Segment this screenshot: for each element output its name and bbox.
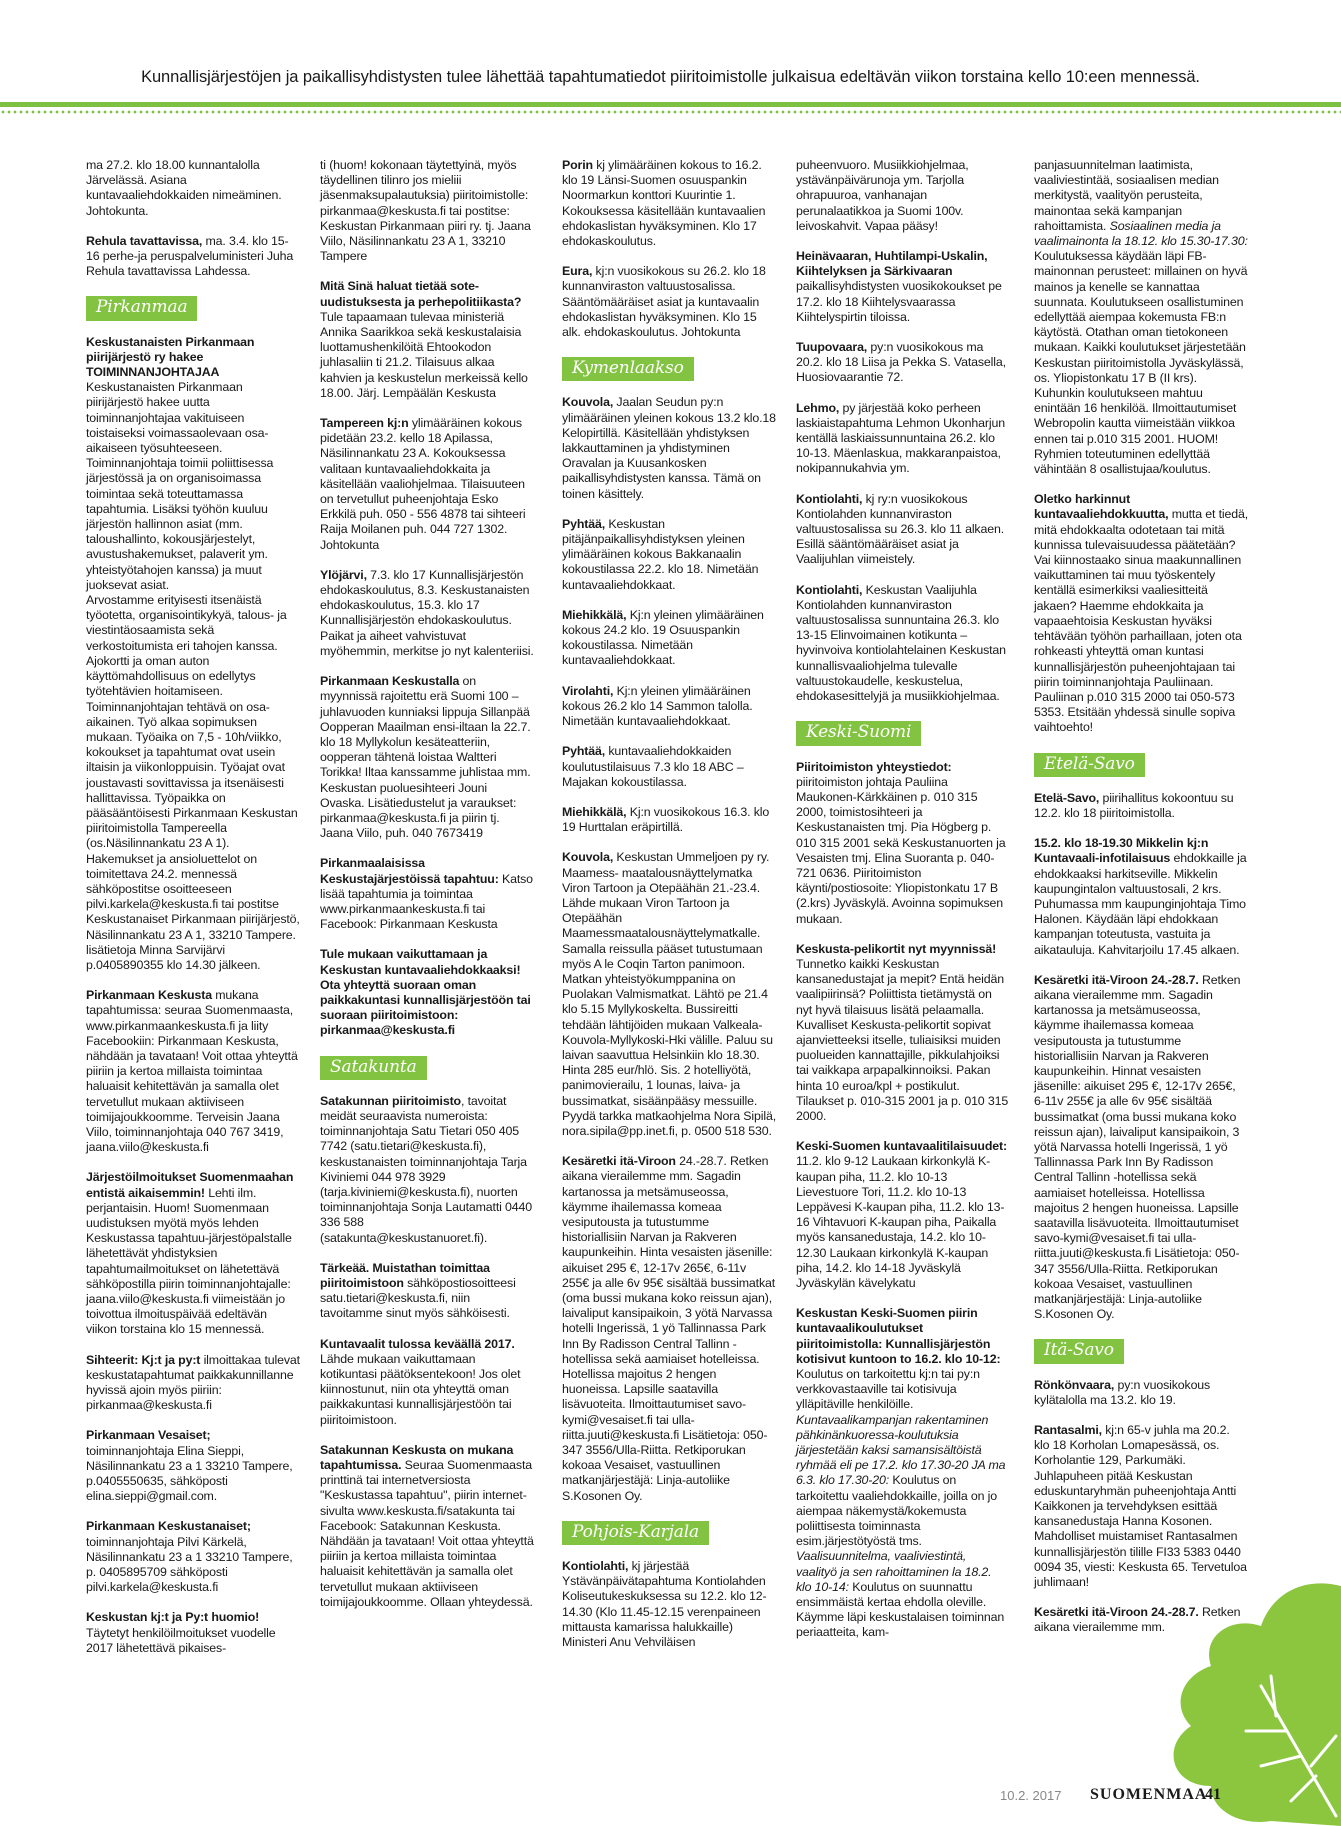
listing-item: Pirkanmaan Keskustanaiset; toiminnanjohtaja Pilvi Kärkelä, Näsilinnankatu 23 a 1 33210 Tampere, p. 0405895709 sähköposti pilvi.karkela@keskusta.fi [86, 1519, 293, 1595]
listing-item: Piiritoimiston yhteystiedot: piiritoimiston johtaja Pauliina Maukonen-Kärkkäinen p. 010 315 2000, toimistosihteeri ja Keskustanaisten tmj. Pia Högberg p. 010 315 2001 sekä Keskustanuorten ja Vesaisten tmj. Elina Suoranta p. 040-721 0636. Piiritoimiston käynti/postiosoite: Yliopistonkatu 17 B (2.krs) Jyväskylä. Avoinna sopimuksen mukaan. [796, 759, 1006, 926]
listing-item: Pirkanmaan Keskustalla on myynnissä rajoitettu erä Suomi 100 –juhlavuoden kunniaksi lippuja Sillanpää Oopperan Maailman ensi-iltaan la 22.7. klo 18 Myllykolun kesäteatteriin, oopperan tähtenä loistaa Waltteri Torikka! Iltaa kanssamme juhlistaa mm. Keskustan puoluesihteeri Jouni Ovaska. Lisätiedustelut ja varaukset: pirkanmaa@keskusta.fi ja piirin tj. Jaana Viilo, puh. 040 7673419 [320, 674, 531, 841]
page-header [0, 0, 1341, 120]
listing-item: Kesäretki itä-Viroon 24.-28.7. Retken aikana vierailemme mm. Sagadin kartanossa ja metsämuseossa, käymme ihailemassa komeaa vesiputousta ja tutustumme historiallisiin Narvan ja Rakveren kaupunkeihin. Hinnat vesaisten jäsenille: aikuiset 295 €, 12-17v 265€, 6-11v 255€ ja alle 6v 95€ sisältää bussimatkat (oma bussi mukana koko reissun ajan), laivaliput kansipaikoin, 3 yötä Narvassa hotelli Ingerissä, 1 yö Tallinnassa Park Inn By Radisson Central Tallinn -hotellissa sekä aamiaiset hotelleissa. Hotellissa majoitus 2 hengen huoneissa. Lapsille saatavilla lisävuoteita. Ilmoittautumiset savo-kymi@vesaiset.fi tai ulla-riitta.juuti@keskusta.fi Lisätietoja: 050-347 3556/Ulla-Riitta. Retkiporukan kokoaa Vesaiset, vastuullinen matkanjärjestäjä: Linja-autoliike S.Kosonen Oy. [1034, 972, 1241, 1322]
listing-item: Oletko harkinnut kuntavaaliehdokkuutta, mutta et tiedä, mitä ehdokkaalta odotetaan tai mitä kunnissa tulevaisuudessa päätetään? Vai kiinnostaako sinua maakunnallinen vaikuttaminen tai muu työskentely kentällä esimerkiksi vaaliesitteitä jakaen? Haemme ehdokkaita ja vapaaehtoisia Keskustan hyväksi tehtävään työhön parhaillaan, joten ota rohkeasti yhteyttä oman kuntasi kunnallisjärjestön puheenjohtajaan tai piirin toiminnanjohtaja Pauliinaan. Pauliinan p.010 315 2000 tai 050-573 5353. Etsitään yhdessä sinulle sopiva vaihtoehto! [1034, 492, 1248, 735]
listing-item: Kouvola, Keskustan Ummeljoen py ry. Maamess- maatalousnäyttelymatka Viron Tartoon ja Otepäähän 21.-23.4. Lähde mukaan Viron Tartoon ja Otepäähän Maamessmaatalousnäyttelymatkalle. Samalla reissulla pääset tutustumaan myös A le Coqin Tarton panimoon. Matkan yhteistyökumppanina on Puolakan Valmismatkat. Lähtö pe 21.4 klo 5.15 Myllykoskelta. Bussireitti tehdään lähtijöiden mukaan Valkeala-Kouvola-Myllykoski-Hki välille. Paluu su laivan saavuttua Helsinkiin klo 18.30. Hinta 285 eur/hlö. Sis. 2 hotelliyötä, panimovierailu, 1 lounas, laiva- ja bussimatkat, sisäänpääsy messuille. Pyydä tarkka matkaohjelma Nora Sipilä, nora.sipila@pp.inet.fi, p. 0500 518 530. [562, 850, 776, 1138]
listing-item: Satakunnan Keskusta on mukana tapahtumissa. Seuraa Suomenmaasta printtinä tai internetversiosta "Keskustassa tapahtuu", piirin internet-sivulta www.keskusta.fi/satakunta tai Facebook: Satakunnan Keskusta. Nähdään ja tavataan! Voit ottaa yhteyttä piiriin ja kertoa millaista toimintaa haluaisit kehitettävän ja samalla olet tervetullut mukaan aktiiviseen toimijajoukkoomme. Ollaan yhteydessä. [320, 1442, 534, 1609]
listing-item: Satakunnan piiritoimisto, tavoitat meidät seuraavista numeroista: toiminnanjohtaja Satu Tietari 050 405 7742 (satu.tietari@keskusta.fi), keskustanaisten toiminnanjohtaja Tarja Kiviniemi 044 978 3929 (tarja.kiviniemi@keskusta.fi), nuorten toiminnanjohtaja Sonja Lautamatti 0440 336 588 (satakunta@keskustanuoret.fi). [320, 1093, 532, 1245]
listing-item: Tuupovaara, py:n vuosikokous ma 20.2. klo 18 Liisa ja Pekka S. Vatasella, Huosiovaarantie 72. [796, 340, 1006, 385]
listing-item: Ylöjärvi, 7.3. klo 17 Kunnallisjärjestön ehdokaskoulutus, 8.3. Keskustanaisten ehdokaskoulutus, 15.3. klo 17 Kunnallisjärjestön ehdokaskoulutus. Paikat ja aiheet vahvistuvat myöhemmin, merkitse jo nyt kalenteriisi. [320, 567, 534, 658]
header-dotted-rule [0, 110, 1341, 114]
listing-item: Pyhtää, kuntavaaliehdokkaiden koulutustilaisuus 7.3 klo 18 ABC – Majakan kokoustilassa. [562, 744, 744, 789]
region-heading: Itä-Savo [1034, 1339, 1124, 1363]
listing-item: Kouvola, Jaalan Seudun py:n ylimääräinen yleinen kokous 13.2 klo.18 Kelopirtillä. Käsitellään yhdistyksen lakkauttaminen ja yhdistyminen Oravalan ja Kuusankosken paikallisyhdistysten kanssa. Tämä on toinen käsittely. [562, 395, 776, 501]
listing-item: Pirkanmaalaisissa Keskustajärjestöissä tapahtuu: Katso lisää tapahtumia ja toimintaa www.pirkanmaankeskusta.fi tai Facebook: Pirkanmaan Keskusta [320, 856, 533, 932]
listing-item: Rantasalmi, kj:n 65-v juhla ma 20.2. klo 18 Korholan Lomapesässä, os. Korholantie 129, Parkumäki. Juhlapuheen pitää Keskustan eduskuntaryhmän puheenjohtaja Antti Kaikkonen ja tervehdyksen esittää kansanedustaja Hanna Kosonen. Mahdolliset muistamiset Rantasalmen kunnallisjärjestön tilille FI33 5383 0440 0094 35, viesti: Keskusta 65. Tervetuloa juhlimaan! [1034, 1423, 1247, 1590]
listing-item: Keskusta-pelikortit nyt myynnissä! Tunnetko kaikki Keskustan kansanedustajat ja mepit? Entä heidän vaalipiirinsä? Poliittista tietämystä on nyt hyvä tilaisuus lisätä pelaamalla. Kuvalliset Keskusta-pelikortit sopivat ajanvietteeksi itselle, tuliaisiksi muiden puolueiden kannattajille, pikkulahjoiksi tai vaikkapa arpapalkinnoiksi. Pakan hinta 10 euroa/kpl + postikulut. Tilaukset p. 010-315 2001 ja p. 010 315 2000. [796, 941, 1009, 1123]
submission-deadline-notice: Kunnallisjärjestöjen ja paikallisyhdistysten tulee lähettää tapahtumatiedot piiritoimistolle julkaisua edeltävän viikon torstaina kello 10:een mennessä. [141, 68, 1200, 86]
page-number: 41 [1205, 1786, 1221, 1803]
listing-item: Pyhtää, Keskustan pitäjänpaikallisyhdistyksen yleinen ylimääräinen kokous Bakkanaalin kokoustilassa 22.2. klo 18. Nimetään kuntavaaliehdokkaat. [562, 516, 759, 592]
listing-item: puheenvuoro. Musiikkiohjelmaa, ystävänpäivärunoja ym. Tarjolla ohrapuuroa, vanhanajan perunalaatikkoa ja Suomi 100v. leivoskahvit. Vapaa pääsy! [796, 158, 969, 233]
listing-item: Eura, kj:n vuosikokous su 26.2. klo 18 kunnanviraston valtuustosalissa. Sääntömääräiset asiat ja kuntavaalin ehdokaslistan hyväksyminen. Klo 15 alk. ehdokaskoulutus. Johtokunta [562, 264, 766, 340]
listing-item: Keskustanaisten Pirkanmaan piirijärjestö ry hakee TOIMINNANJOHTAJAA Keskustanaisten Pirkanmaan piirijärjestö hakee uutta toiminnanjohtajaa vakituiseen toistaiseksi voimassaolevaan osa-aikaiseen työsuhteeseen. Toiminnanjohtaja toimii poliittisessa järjestössä ja on organisoimassa toimintaa sekä toteuttamassa tapahtumia. Lisäksi työhön kuuluu järjestön hallinnon asiat (mm. taloushallinto, kokousjärjestelyt, avustushakemukset, palaverit ym. yhteistyötahojen kanssa) ja muut juoksevat asiat. Arvostamme erityisesti itsenäistä työotetta, organisointikykyä, talous- ja viestintäosaamista sekä verkostoitumista eri tahojen kanssa. Ajokortti ja oman auton käyttömahdollisuus on edellytys työtehtävien hoitamiseen. Toiminnanjohtajan tehtävä on osa-aikainen. Työ alkaa sopimuksen mukaan. Työaika on 7,5 - 10h/viikko, kokoukset ja tapahtumat ovat usein iltaisin ja viikonloppuisin. Työajat ovat joustavasti sovittavissa ja itsenäisesti hallittavissa. Työpaikka on pääsääntöisesti Pirkanmaan Keskustan piiritoimistolla Tampereella (os.Näsilinnankatu 23 A 1). Hakemukset ja ansioluettelot on toimitettava 24.2. mennessä sähköpostitse osoitteeseen pilvi.karkela@keskusta.fi tai postitse Keskustanaiset Pirkanmaan piirijärjestö, Näsilinnankatu 23 A 1, 33210 Tampere. lisätietoja Minna Sarvijärvi p.0405890355 klo 14.30 jälkeen. [86, 334, 300, 972]
column-4 [796, 158, 1010, 1656]
region-heading: Kymenlaakso [562, 357, 694, 381]
region-heading: Pohjois-Karjala [562, 1521, 709, 1545]
listing-item: Tule mukaan vaikuttamaan ja Keskustan kuntavaaliehdokkaaksi! Ota yhteyttä suoraan oman paikkakuntasi kunnallisjärjestöön tai suoraan piiritoimistoon: pirkanmaa@keskusta.fi [320, 947, 531, 1038]
column-2 [320, 158, 534, 1625]
column-3 [562, 158, 776, 1665]
listing-item: Porin kj ylimääräinen kokous to 16.2. klo 19 Länsi-Suomen osuuspankin Noormarkun konttori Kuurintie 1. Kokouksessa käsitellään kuntavaalien ehdokaslistan hyväksyminen. Klo 17 ehdokaskoulutus. [562, 158, 766, 249]
column-5 [1034, 158, 1248, 1651]
region-heading: Etelä-Savo [1034, 753, 1145, 777]
listing-item: Kontiolahti, kj järjestää Ystävänpäivätapahtuma Kontiolahden Koliseutukeskuksessa su 12.2. klo 12-14.30 (Klo 11.45-12.15 verenpaineen mittausta kamarissa halukkaille) Ministeri Anu Vehviläisen [562, 1559, 767, 1650]
listing-item: ma 27.2. klo 18.00 kunnantalolla Järvelässä. Asiana kuntavaaliehdokkaiden nimeäminen. Johtokunta. [86, 158, 282, 218]
listing-item: Pirkanmaan Keskusta mukana tapahtumissa: seuraa Suomenmaasta, www.pirkanmaankeskusta.fi ja liity Facebookiin: Pirkanmaan Keskusta, nähdään ja tavataan! Voit ottaa yhteyttä piiriin ja kertoa millaista toimintaa haluaisit kehitettävän ja samalla olet tervetullut mukaan aktiiviseen toimijajoukkoomme. Terveisin Jaana Viilo, toiminnanjohtaja 040 767 3419, jaana.viilo@keskusta.fi [86, 988, 298, 1155]
listing-item: Rehula tavattavissa, ma. 3.4. klo 15-16 perhe-ja peruspalveluministeri Juha Rehula tavattavissa Lahdessa. [86, 233, 294, 279]
listing-item: panjasuunnitelman laatimista, vaaliviestintää, sosiaalisen median merkitystä, vaalityön perusteita, mainontaa sekä kampanjan rahoittamista. Sosiaalinen media ja vaalimainonta la 18.12. klo 15.30-17.30: Koulutuksessa käydään läpi FB-mainonnan perusteet: millainen on hyvä mainos ja kenelle se kannattaa suunnata. Koulutukseen osallistuminen edellyttää aiempaa kokemusta FB:n käytöstä. Otathan oman tietokoneen mukaan. Kaikki koulutukset järjestetään Keskustan piiritoimistolla Jyväskylässä, os. Yliopistonkatu 17 B (II krs). Kuhunkin koulutukseen mahtuu enintään 16 henkilöä. Ilmoittautumiset Webropolin kautta viimeistään viikkoa ennen tai p.010 315 2001. HUOM! Ryhmien toteutuminen edellyttää vähintään 8 osallistujaa/koulutus. [1034, 158, 1248, 477]
column-1 [86, 158, 300, 1671]
publication-name: SUOMENMAA [1090, 1786, 1208, 1803]
listing-item: Lehmo, py järjestää koko perheen laskiaistapahtuma Lehmon Ukonharjun kentällä laskiaissunnuntaina 26.2. klo 10-13. Mäenlaskua, makkaranpaistoa, nokipannukahvia ym. [796, 400, 1005, 476]
event-listings [86, 158, 1246, 1718]
listing-item: 15.2. klo 18-19.30 Mikkelin kj:n Kuntavaali-infotilaisuus ehdokkaille ja ehdokkaaksi harkitseville. Mikkelin kaupungintalon valtuustosali, 2 krs. Puhumassa mm kaupunginjohtaja Timo Halonen. Käydään läpi ehdokkaan kampanjan toteutusta, vastuita ja aikatauluja. Kahvitarjoilu 17.45 alkaen. [1034, 836, 1247, 957]
listing-item: Järjestöilmoitukset Suomenmaahan entistä aikaisemmin! Lehti ilm. perjantaisin. Huom! Suomenmaan uudistuksen myötä myös lehden Keskustassa tapahtuu-järjestöpalstalle lähetettävät yhdistyksien tapahtumailmoitukset on lähetettävä sähköpostilla piirin toiminnanjohtajalle: jaana.viilo@keskusta.fi viimeistään jo toivottua ilmoituspäivää edeltävän viikon torstaina klo 15 mennessä. [86, 1170, 294, 1337]
listing-item: Heinävaaran, Huhtilampi-Uskalin, Kiihtelyksen ja Särkivaaran paikallisyhdistysten vuosikokoukset pe 17.2. klo 18 Kiihtelysvaarassa Kiihtelyspirtin tiloissa. [796, 249, 1002, 324]
listing-item: Kuntavaalit tulossa keväällä 2017. Lähde mukaan vaikuttamaan kotikuntasi päätöksentekoon! Jos olet kiinnostunut, niin ota yhteyttä oman paikkakuntasi kunnallisjärjestöön tai piiritoimistoon. [320, 1336, 521, 1427]
listing-item: Pirkanmaan Vesaiset; toiminnanjohtaja Elina Sieppi, Näsilinnankatu 23 a 1 33210 Tampere, p.0405550635, sähköposti elina.sieppi@gmail.com. [86, 1428, 293, 1504]
listing-item: Virolahti, Kj:n yleinen ylimääräinen kokous 26.2 klo 14 Sammon talolla. Nimetään kuntavaaliehdokkaat. [562, 683, 753, 729]
listing-item: Miehikkälä, Kj:n vuosikokous 16.3. klo 19 Hurttalan eräpirtillä. [562, 804, 770, 835]
region-heading: Satakunta [320, 1056, 427, 1080]
region-heading: Pirkanmaa [86, 296, 197, 320]
region-heading: Keski-Suomi [796, 721, 921, 745]
listing-item: Mitä Sinä haluat tietää sote-uudistuksesta ja perhepolitiikasta? Tule tapaamaan tulevaa ministeriä Annika Saarikkoa sekä keskustalaisia luottamushenkilöitä Ehtookodon juhlasaliin ti 21.2. Tilaisuus alkaa kahvien ja keskustelun merkeissä kello 18.00. Järj. Lempäälän Keskusta [320, 279, 528, 400]
listing-item: Sihteerit: Kj:t ja py:t ilmoittakaa tulevat keskustatapahtumat paikkakunnillanne hyvissä ajoin myös piiriin: pirkanmaa@keskusta.fi [86, 1352, 300, 1413]
listing-item: Etelä-Savo, piirihallitus kokoontuu su 12.2. klo 18 piiritoimistolla. [1034, 790, 1234, 820]
listing-item: ti (huom! kokonaan täytettyinä, myös täydellinen tilinro jos mieliii jäsenmaksupalautuksia) piiritoimistolle: pirkanmaa@keskusta.fi tai postitse: Keskustan Pirkanmaan piiri ry. tj. Jaana Viilo, Näsilinnankatu 23 A 1, 33210 Tampere [320, 158, 531, 264]
listing-item: Kesäretki itä-Viroon 24.-28.7. Retken aikana vierailemme mm. [1034, 1605, 1241, 1635]
listing-item: Kontiolahti, kj ry:n vuosikokous Kontiolahden kunnanviraston valtuustosalissa su 26.3. klo 11 alkaen. Esillä sääntömääräiset asiat ja Vaalijuhlan viimeistely. [796, 491, 1004, 567]
page-footer [0, 1780, 1341, 1810]
listing-item: Tampereen kj:n ylimääräinen kokous pidetään 23.2. kello 18 Apilassa, Näsilinnankatu 23 A. Kokouksessa valitaan kuntavaaliehdokkaita ja käsitellään vaaliohjelmaa. Tilaisuuteen on tervetullut puheenjohtaja Esko Erkkilä puh. 050 - 556 4878 tai sihteeri Raija Moilanen puh. 044 727 1302. Johtokunta [320, 416, 526, 552]
listing-item: Kesäretki itä-Viroon 24.-28.7. Retken aikana vierailemme mm. Sagadin kartanossa ja metsämuseossa, käymme ihailemassa komeaa vesiputousta ja tutustumme historiallisiin Narvan ja Rakveren kaupunkeihin. Hinta vesaisten jäsenille: aikuiset 295 €, 12-17v 265€, 6-11v 255€ ja alle 6v 95€ sisältää bussimatkat (oma bussi mukana koko reissun ajan), laivaliput kansipaikoin, 3 yötä Narvassa hotelli Ingerissä, 1 yö Tallinnassa Park Inn By Radisson Central Tallinn -hotellissa sekä aamiaiset hotelleissa. Hotellissa majoitus 2 hengen huoneissa. Lapsille saatavilla lisävuoteita. Ilmoittautumiset savo-kymi@vesaiset.fi tai ulla-riitta.juuti@keskusta.fi Lisätietoja: 050-347 3556/Ulla-Riitta. Retkiporukan kokoaa Vesaiset, vastuullinen matkanjärjestäjä: Linja-autoliike S.Kosonen Oy. [562, 1154, 776, 1503]
listing-item: Miehikkälä, Kj:n yleinen ylimääräinen kokous 24.2 klo. 19 Osuuspankin kokoustilassa. Nimetään kuntavaaliehdokkaat. [562, 607, 764, 668]
listing-item: Keskustan Keski-Suomen piirin kuntavaalikoulutukset piiritoimistolla: Kunnallisjärjestön kotisivut kuntoon to 16.2. klo 10-12: Koulutus on tarkoitettu kj:n tai py:n verkkovastaaville tai kotisivuja ylläpitäville henkilöille. Kuntavaalikampanjan rakentaminen pähkinänkuoressa-koulutuksia järjestetään kaksi samansisältöistä ryhmää eli pe 17.2. klo 17.30-20 JA ma 6.3. klo 17.30-20: Koulutus on tarkoitettu vaaliehdokkaille, joilla on jo aiempaa näkemystä/kokemusta poliittisesta toiminnasta esim.järjestötyöstä tms. Vaalisuunnitelma, vaaliviestintä, vaalityö ja sen rahoittaminen la 18.2. klo 10-14: Koulutus on suunnattu ensimmäistä kertaa ehdolla oleville. Käymme läpi keskustalaisen toiminnan periaatteita, kam- [796, 1306, 1006, 1640]
issue-date: 10.2. 2017 [1000, 1788, 1062, 1803]
listing-item: Tärkeää. Muistathan toimittaa piiritoimistoon sähköpostiosoitteesi satu.tietari@keskusta.fi, niin tavoitamme sinut myös sähköisesti. [320, 1260, 516, 1321]
listing-item: Rönkönvaara, py:n vuosikokous kylätalolla ma 13.2. klo 19. [1034, 1377, 1211, 1407]
header-green-rule [0, 102, 1341, 107]
listing-item: Kontiolahti, Keskustan Vaalijuhla Kontiolahden kunnanviraston valtuustosalissa sunnuntaina 26.3. klo 13-15 Elinvoimainen kotikunta – hyvinvoiva kontiolahtelainen Keskustan kunnallisvaaliohjelma tulevalle valtuustokaudelle, keskustelua, ehdokasesittelyjä ja musiikkiohjelmaa. [796, 582, 1006, 704]
listing-item: Keskustan kj:t ja Py:t huomio! Täytetyt henkilöilmoitukset vuodelle 2017 lähetettävä pikaises- [86, 1610, 276, 1655]
listing-item: Keski-Suomen kuntavaalitilaisuudet: 11.2. klo 9-12 Laukaan kirkonkylä K-kaupan piha, 11.2. klo 10-13 Lievestuore Tori, 11.2. klo 10-13 Leppävesi K-kaupan piha, 11.2. klo 13-16 Vihtavuori K-kaupan piha, Paikalla myös kansanedustaja, 14.2. klo 10-12.30 Laukaan kirkonkylä K-kaupan piha, 14.2. klo 14-18 Jyväskylä Jyväskylän kävelykatu [796, 1139, 1007, 1290]
